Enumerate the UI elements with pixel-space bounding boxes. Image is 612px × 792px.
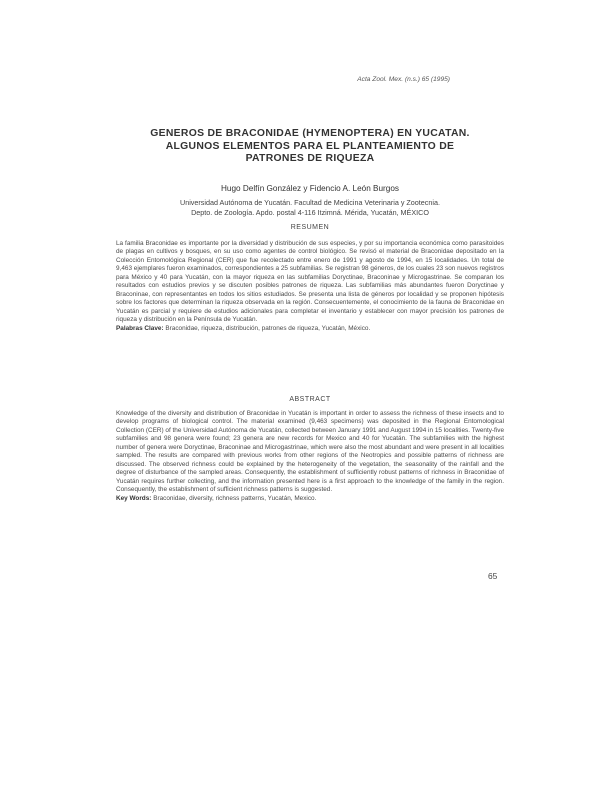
affiliation-line-2: Depto. de Zoología. Apdo. postal 4-116 Itzimná. Mérida, Yucatán, MÉXICO [191, 208, 429, 218]
abstract-keywords-label: Key Words: [116, 494, 152, 502]
title-line-1: GENEROS DE BRACONIDAE (HYMENOPTERA) EN YUCATAN. [150, 128, 470, 139]
page-number: 65 [488, 571, 498, 581]
resumen-keywords-label: Palabras Clave: [116, 324, 164, 332]
title-line-3: PATRONES DE RIQUEZA [245, 153, 375, 165]
resumen-paragraph [116, 240, 504, 333]
abstract-keywords: Braconidae, diversity, richness patterns, Yucatán, Mexico. [153, 494, 317, 502]
affiliation-line-1: Universidad Autónoma de Yucatán. Facultad de Medicina Veterinaria y Zootecnia. [180, 198, 440, 207]
affiliation [100, 198, 520, 218]
abstract-body: Knowledge of the diversity and distribution of Braconidae in Yucatán is important in order to assess the richness of these insects and to develop programs of biological control. The material examined (9,463 specimens) was deposited in the Regional Entomological Collection (CER) of the Universidad Autónoma de Yucatán, collected between January 1991 and August 1994 in 15 localities. Twenty-five subfamilies and 98 genera were found; 23 genera are new records for Mexico and 40 for Yucatán. The subfamilies with the highest number of genera were Doryctinae, Braconinae and Microgastrinae, which were also the most abundant and were present in all localities sampled. The results are compared with previous works from other regions of the Neotropics and possible patterns of richness are discussed. The observed richness could be explained by the heterogeneity of the vegetation, the seasonality of the rainfall and the degree of disturbance of the sampled areas. Consequently, the establishment of sufficiently robust patterns of richness in Braconidae of Yucatán requires further collecting, and the information presented here is a first approach to the knowledge of the family in the region. Consequently, the establishment of sufficient richness patterns is suggested. [116, 410, 504, 494]
paper-title [100, 128, 520, 166]
journal-header: Acta Zool. Mex. (n.s.) 65 (1995) [357, 76, 450, 83]
resumen-heading: RESUMEN [290, 224, 330, 231]
abstract-heading: ABSTRACT [289, 396, 331, 403]
resumen-body: La familia Braconidae es importante por la diversidad y distribución de sus especies, y por su importancia económica como parasitoides de plagas en cultivos y bosques, en su uso como agentes de control biológico. Se revisó el material de Braconidae depositado en la Colección Entomológica Regional (CER) que fue recolectado entre enero de 1991 y agosto de 1994, en 15 localidades. Un total de 9,463 ejemplares fueron examinados, correspondientes a 25 subfamilias. Se registran 98 géneros, de los cuales 23 son nuevos registros para México y 40 para Yucatán, con la mayor riqueza en las subfamilias Doryctinae, Braconinae y Microgastrinae. Se comparan los resultados con estudios previos y se discuten posibles patrones de riqueza. Las subfamilias más abundantes fueron Doryctinae y Braconinae, con representantes en todos los sitios estudiados. Se presenta una lista de géneros por localidad y se proponen hipótesis sobre los factores que determinan la riqueza observada en la región. Consecuentemente, el conocimiento de la fauna de Braconidae en Yucatán es parcial y requiere de estudios adicionales para completar el inventario y establecer con mayor precisión los patrones de riqueza y distribución en la Península de Yucatán. [116, 240, 504, 324]
authors: Hugo Delfín González y Fidencio A. León Burgos [221, 184, 399, 193]
resumen-keywords: Braconidae, riqueza, distribución, patrones de riqueza, Yucatán, México. [165, 324, 371, 332]
abstract-paragraph [116, 410, 504, 503]
title-line-2: ALGUNOS ELEMENTOS PARA EL PLANTEAMIENTO DE [165, 140, 455, 152]
